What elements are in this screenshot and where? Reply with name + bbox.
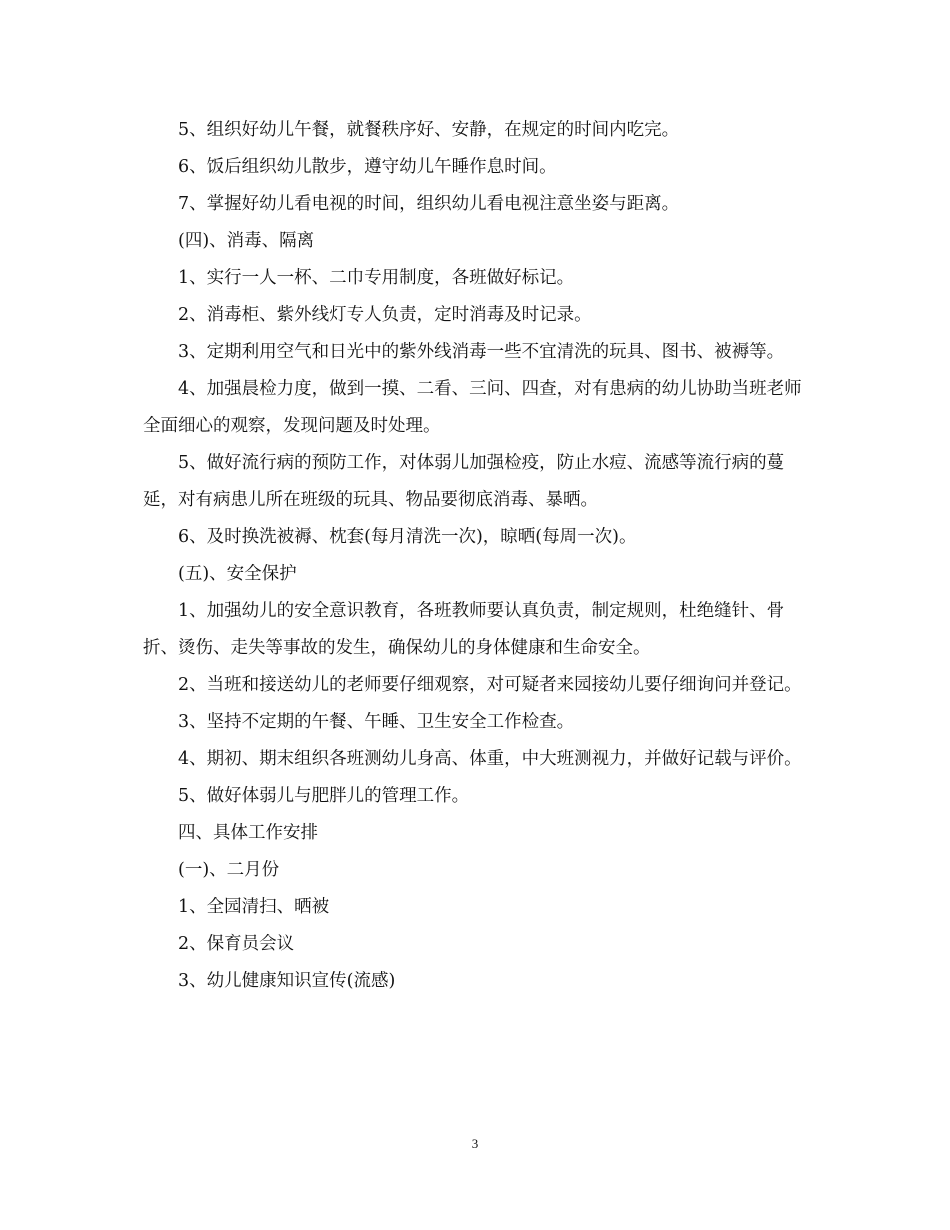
paragraph-walk: 6、饭后组织幼儿散步，遵守幼儿午睡作息时间。	[178, 157, 557, 177]
paragraph-uv-lamp: 2、消毒柜、紫外线灯专人负责，定时消毒及时记录。	[178, 305, 592, 325]
paragraph-morning-check: 4、加强晨检力度，做到一摸、二看、三问、四查，对有患病的幼儿协助当班老师全面细心的观察，发现问题及时处理。	[143, 379, 802, 436]
section-heading-safety: (五)、安全保护	[178, 564, 297, 584]
paragraph-measurement: 4、期初、期末组织各班测幼儿身高、体重，中大班测视力，并做好记载与评价。	[178, 749, 802, 769]
paragraph-inspection: 3、坚持不定期的午餐、午睡、卫生安全工作检查。	[178, 712, 575, 732]
paragraph-management: 5、做好体弱儿与肥胖儿的管理工作。	[178, 786, 470, 806]
paragraph-lunch: 5、组织好幼儿午餐，就餐秩序好、安静，在规定的时间内吃完。	[178, 120, 680, 140]
paragraph-tv: 7、掌握好幼儿看电视的时间，组织幼儿看电视注意坐姿与距离。	[178, 194, 680, 214]
paragraph-pickup: 2、当班和接送幼儿的老师要仔细观察，对可疑者来园接幼儿要仔细询问并登记。	[178, 675, 802, 695]
paragraph-bedding: 6、及时换洗被褥、枕套(每月清洗一次)，晾晒(每周一次)。	[178, 527, 637, 547]
document-body	[143, 112, 808, 1000]
section-heading-disinfection: (四)、消毒、隔离	[178, 231, 315, 251]
section-heading-schedule: 四、具体工作安排	[178, 823, 318, 843]
paragraph-cup-towel: 1、实行一人一杯、二巾专用制度，各班做好标记。	[178, 268, 575, 288]
paragraph-cleaning: 1、全园清扫、晒被	[178, 897, 330, 917]
paragraph-safety-education: 1、加强幼儿的安全意识教育，各班教师要认真负责，制定规则，杜绝缝针、骨折、烫伤、走失等事故的发生，确保幼儿的身体健康和生命安全。	[143, 601, 785, 658]
paragraph-meeting: 2、保育员会议	[178, 934, 295, 954]
page-number: 3	[471, 1136, 479, 1151]
subheading-february: (一)、二月份	[178, 860, 280, 880]
paragraph-epidemic: 5、做好流行病的预防工作，对体弱儿加强检疫，防止水痘、流感等流行病的蔓延，对有病患儿所在班级的玩具、物品要彻底消毒、暴晒。	[143, 453, 785, 510]
paragraph-health-promotion: 3、幼儿健康知识宣传(流感)	[178, 971, 396, 991]
paragraph-sunlight: 3、定期利用空气和日光中的紫外线消毒一些不宜清洗的玩具、图书、被褥等。	[178, 342, 785, 362]
